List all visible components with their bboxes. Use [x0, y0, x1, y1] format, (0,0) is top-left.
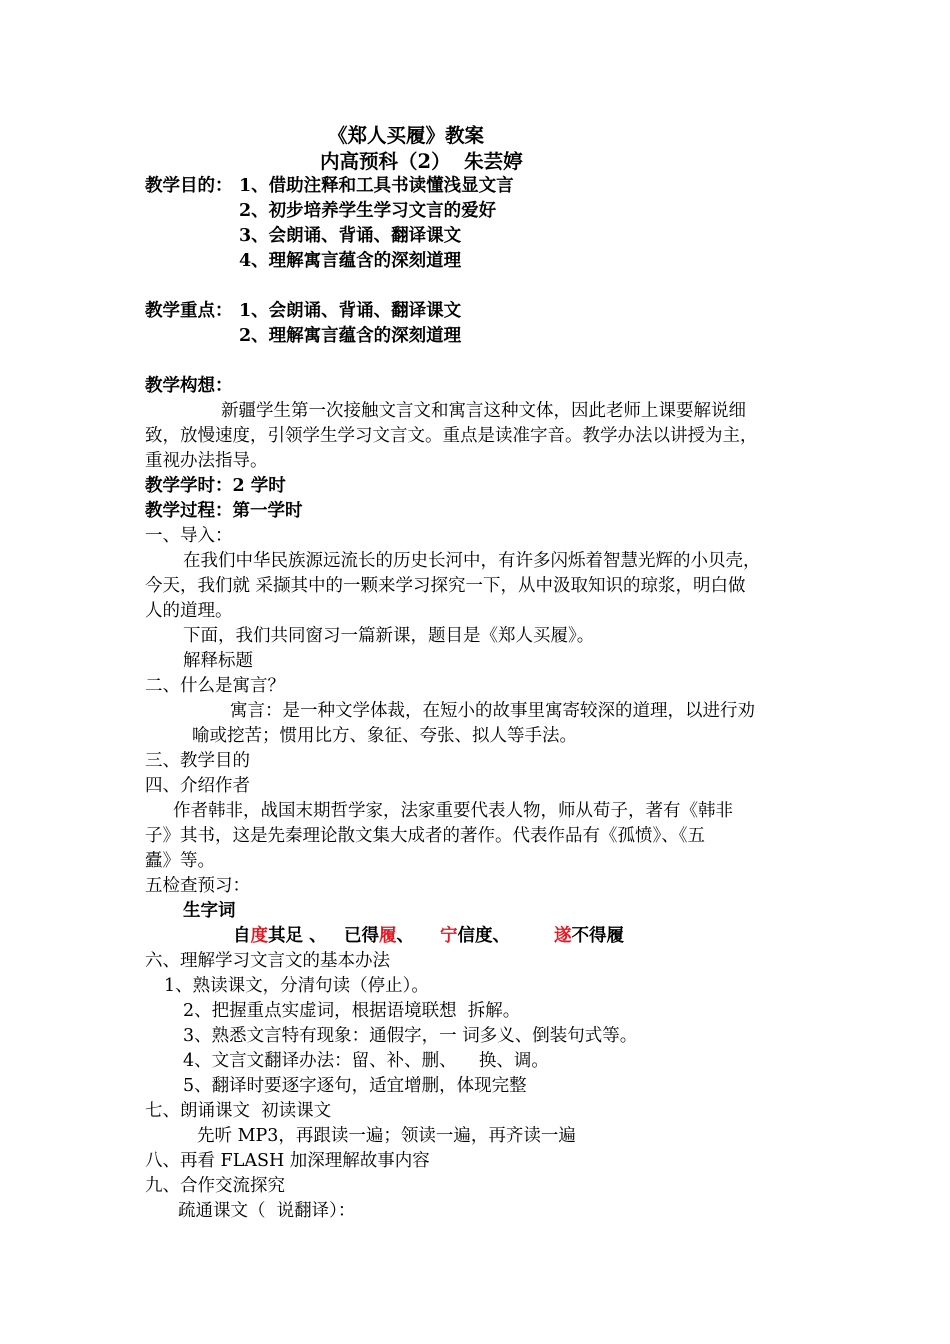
highlighted-char: 遂	[554, 926, 572, 946]
vocab-word: 已得履、	[344, 926, 414, 946]
key-point-item: 2、理解寓言蕴含的深刻道理	[239, 326, 462, 346]
objective-item: 4、理解寓言蕴含的深刻道理	[239, 251, 462, 271]
author-line: 作者韩非，战国末期哲学家，法家重要代表人物，师从荀子，著有《韩非	[173, 801, 733, 821]
key-points-label: 教学重点：	[145, 301, 233, 321]
coop-line: 疏通课文（ 说翻译）：	[178, 1201, 356, 1221]
fable-heading: 二、什么是寓言？	[145, 676, 285, 696]
intro-line: 解释标题	[183, 651, 253, 671]
concept-line: 致，放慢速度，引领学生学习文言文。重点是读准字音。教学办法以讲授为主，	[145, 426, 758, 446]
method-item: 3、熟悉文言特有现象：通假字，一 词多义、倒装句式等。	[183, 1026, 638, 1046]
intro-heading: 一、导入：	[145, 526, 233, 546]
method-item: 2、把握重点实虚词，根据语境联想 拆解。	[183, 1001, 521, 1021]
objective-item: 1、借助注释和工具书读懂浅显文言	[239, 176, 514, 196]
objective-item: 3、会朗诵、背诵、翻译课文	[239, 226, 462, 246]
intro-line: 在我们中华民族源远流长的历史长河中，有许多闪烁着智慧光辉的小贝壳，	[183, 551, 761, 571]
concept-line: 重视办法指导。	[145, 451, 268, 471]
preview-heading: 五检查预习：	[145, 876, 250, 896]
document-subtitle: 内高预科（2） 朱芸婷	[320, 150, 523, 173]
methods-heading: 六、理解学习文言文的基本办法	[145, 951, 390, 971]
method-item: 4、文言文翻译办法：留、补、删、 换、调。	[183, 1051, 549, 1071]
flash-heading: 八、再看 FLASH 加深理解故事内容	[145, 1151, 430, 1171]
fable-line: 喻或挖苦；惯用比方、象征、夸张、拟人等手法。	[192, 726, 577, 746]
method-item: 1、熟读课文，分清句读（停止）。	[164, 976, 429, 996]
concept-label: 教学构想：	[145, 376, 233, 396]
highlighted-char: 度	[250, 926, 268, 946]
coop-heading: 九、合作交流探究	[145, 1176, 285, 1196]
method-item: 5、翻译时要逐字逐句，适宜增删，体现完整	[183, 1076, 527, 1096]
vocab-word: 宁信度、	[440, 926, 510, 946]
concept-line: 新疆学生第一次接触文言文和寓言这种文体，因此老师上课要解说细	[221, 401, 746, 421]
teaching-process: 教学过程：第一学时	[145, 501, 303, 521]
objective-item: 2、初步培养学生学习文言的爱好	[239, 201, 497, 221]
author-heading: 四、介绍作者	[145, 776, 250, 796]
intro-line: 人的道理。	[145, 601, 233, 621]
author-line: 蠹》等。	[145, 851, 215, 871]
document-title: 《郑人买履》教案	[328, 124, 485, 147]
key-point-item: 1、会朗诵、背诵、翻译课文	[239, 301, 462, 321]
objectives-label: 教学目的：	[145, 176, 233, 196]
fable-line: 寓言：是一种文学体裁，在短小的故事里寓寄较深的道理，以进行劝	[230, 701, 755, 721]
recite-line: 先听 MP3，再跟读一遍；领读一遍，再齐读一遍	[197, 1126, 576, 1146]
vocab-word: 自度其足 、	[233, 926, 327, 946]
highlighted-char: 宁	[440, 926, 458, 946]
recite-heading: 七、朗诵课文 初读课文	[145, 1101, 332, 1121]
vocab-label: 生字词	[183, 901, 236, 921]
section-three-heading: 三、教学目的	[145, 751, 250, 771]
vocab-word: 遂不得履	[554, 926, 624, 946]
author-line: 子》其书，这是先秦理论散文集大成者的著作。代表作品有《孤愤》、《五	[145, 826, 705, 846]
intro-line: 今天，我们就 采撷其中的一颗来学习探究一下，从中汲取知识的琼浆，明白做	[145, 576, 746, 596]
teaching-hours: 教学学时：2 学时	[145, 476, 286, 496]
highlighted-char: 履	[379, 926, 397, 946]
intro-line: 下面，我们共同窗习一篇新课，题目是《郑人买履》。	[183, 626, 595, 646]
